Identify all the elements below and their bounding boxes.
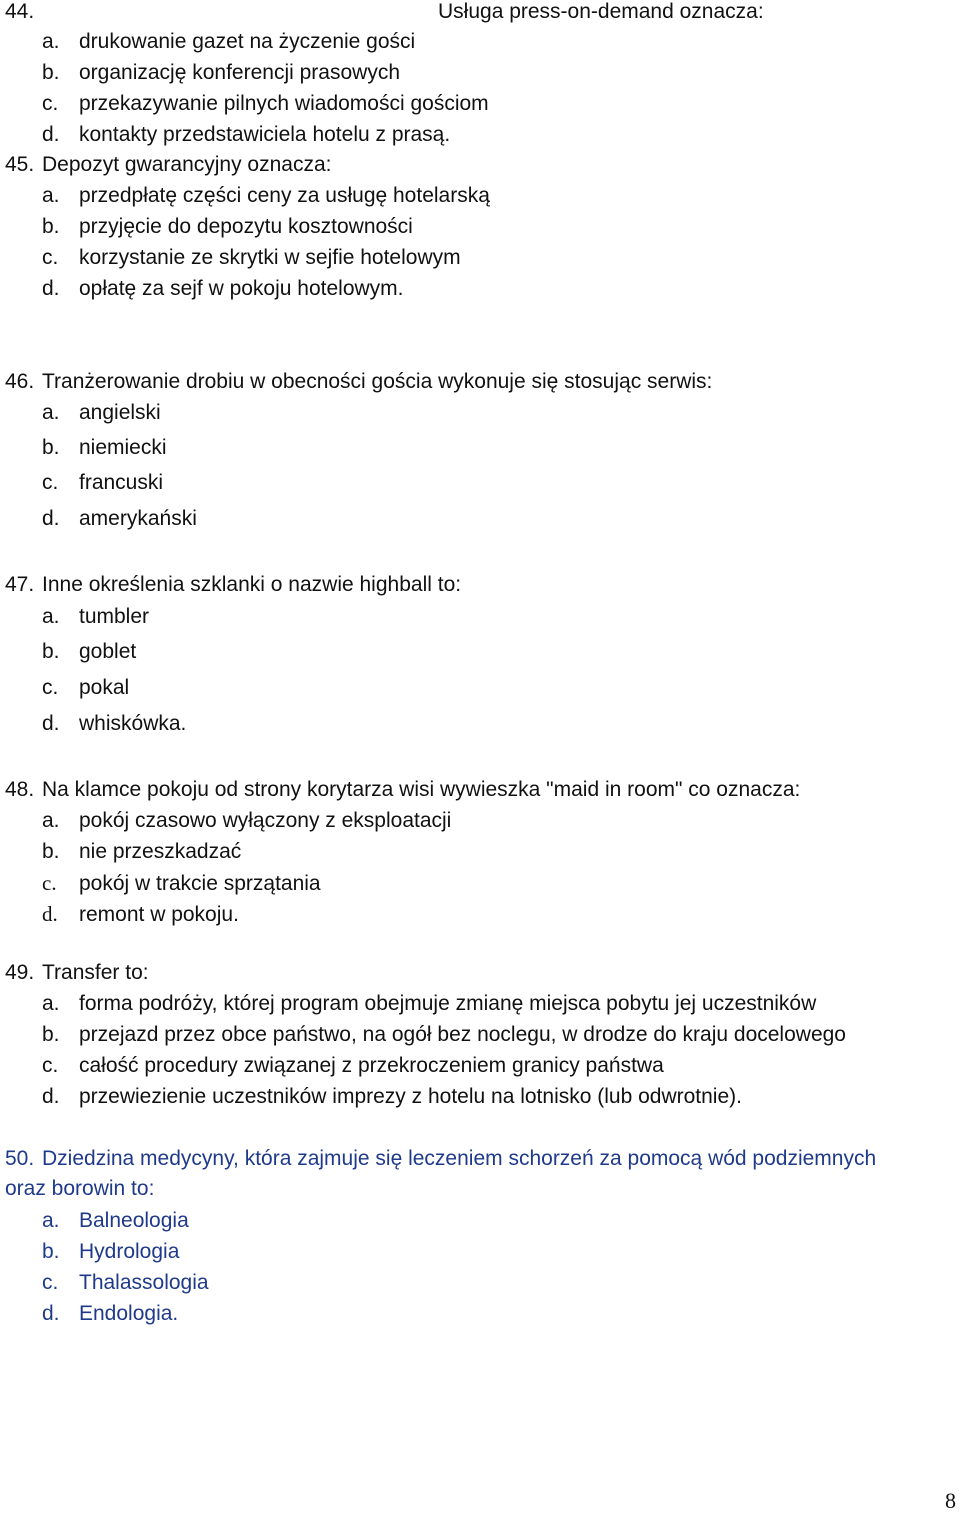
option-c: c. francuski — [42, 471, 164, 494]
option-c: c. korzystanie ze skrytki w sejfie hotelowym — [42, 246, 461, 269]
question-text: Na klamce pokoju od strony korytarza wisi wywieszka "maid in room" co oznacza: — [42, 778, 801, 801]
question-text-continued: oraz borowin to: — [5, 1177, 155, 1200]
option-d: d. amerykański — [42, 507, 197, 530]
option-a: a. pokój czasowo wyłączony z eksploatacji — [42, 809, 452, 832]
option-d: d. whiskówka. — [42, 712, 187, 735]
option-a: a. Balneologia — [42, 1209, 189, 1232]
option-b: b. goblet — [42, 640, 137, 663]
question-text: Usługa press-on-demand oznacza: — [438, 0, 764, 23]
question-number: 48. — [5, 778, 35, 801]
question-50 — [5, 1147, 955, 1325]
question-49 — [5, 961, 955, 1108]
option-c: c. pokal — [42, 676, 130, 699]
question-text: Tranżerowanie drobiu w obecności gościa wykonuje się stosując serwis: — [42, 370, 713, 393]
question-47 — [5, 573, 955, 735]
question-text: Dziedzina medycyny, która zajmuje się leczeniem schorzeń za pomocą wód podziemnych — [42, 1147, 877, 1170]
option-b: b. Hydrologia — [42, 1240, 180, 1263]
question-number: 44. — [5, 0, 35, 23]
question-text: Inne określenia szklanki o nazwie highball to: — [42, 573, 462, 596]
option-d: d. przewiezienie uczestników imprezy z hotelu na lotnisko (lub odwrotnie). — [42, 1085, 742, 1108]
question-text: Depozyt gwarancyjny oznacza: — [42, 153, 332, 176]
question-number: 49. — [5, 961, 35, 984]
question-46 — [5, 370, 955, 530]
option-a: a. angielski — [42, 401, 161, 424]
question-48 — [5, 778, 955, 926]
option-d: d. opłatę za sejf w pokoju hotelowym. — [42, 277, 404, 300]
option-a: a. drukowanie gazet na życzenie gości — [42, 30, 416, 53]
option-b: b. nie przeszkadzać — [42, 840, 242, 863]
option-c: c. pokój w trakcie sprzątania — [42, 871, 321, 895]
question-number: 46. — [5, 370, 35, 393]
option-d: d. remont w pokoju. — [42, 902, 239, 926]
option-b: b. przejazd przez obce państwo, na ogół bez noclegu, w drodze do kraju docelowego — [42, 1023, 846, 1046]
question-text: Transfer to: — [42, 961, 149, 984]
question-number: 45. — [5, 153, 35, 176]
option-a: a. przedpłatę części ceny za usługę hotelarską — [42, 184, 490, 207]
option-c: c. całość procedury związanej z przekroczeniem granicy państwa — [42, 1054, 664, 1077]
option-b: b. organizację konferencji prasowych — [42, 61, 400, 84]
question-number: 50. — [5, 1147, 35, 1170]
question-44 — [5, 0, 955, 146]
option-c: c. przekazywanie pilnych wiadomości gościom — [42, 92, 489, 115]
question-45 — [5, 153, 955, 300]
option-b: b. przyjęcie do depozytu kosztowności — [42, 215, 413, 238]
page-number: 8 — [945, 1488, 956, 1513]
option-d: d. Endologia. — [42, 1302, 179, 1325]
option-c: c. Thalassologia — [42, 1271, 209, 1294]
question-number: 47. — [5, 573, 35, 596]
option-a: a. forma podróży, której program obejmuje zmianę miejsca pobytu jej uczestników — [42, 992, 817, 1015]
option-a: a. tumbler — [42, 605, 150, 628]
option-d: d. kontakty przedstawiciela hotelu z prasą. — [42, 123, 451, 146]
option-b: b. niemiecki — [42, 436, 167, 459]
